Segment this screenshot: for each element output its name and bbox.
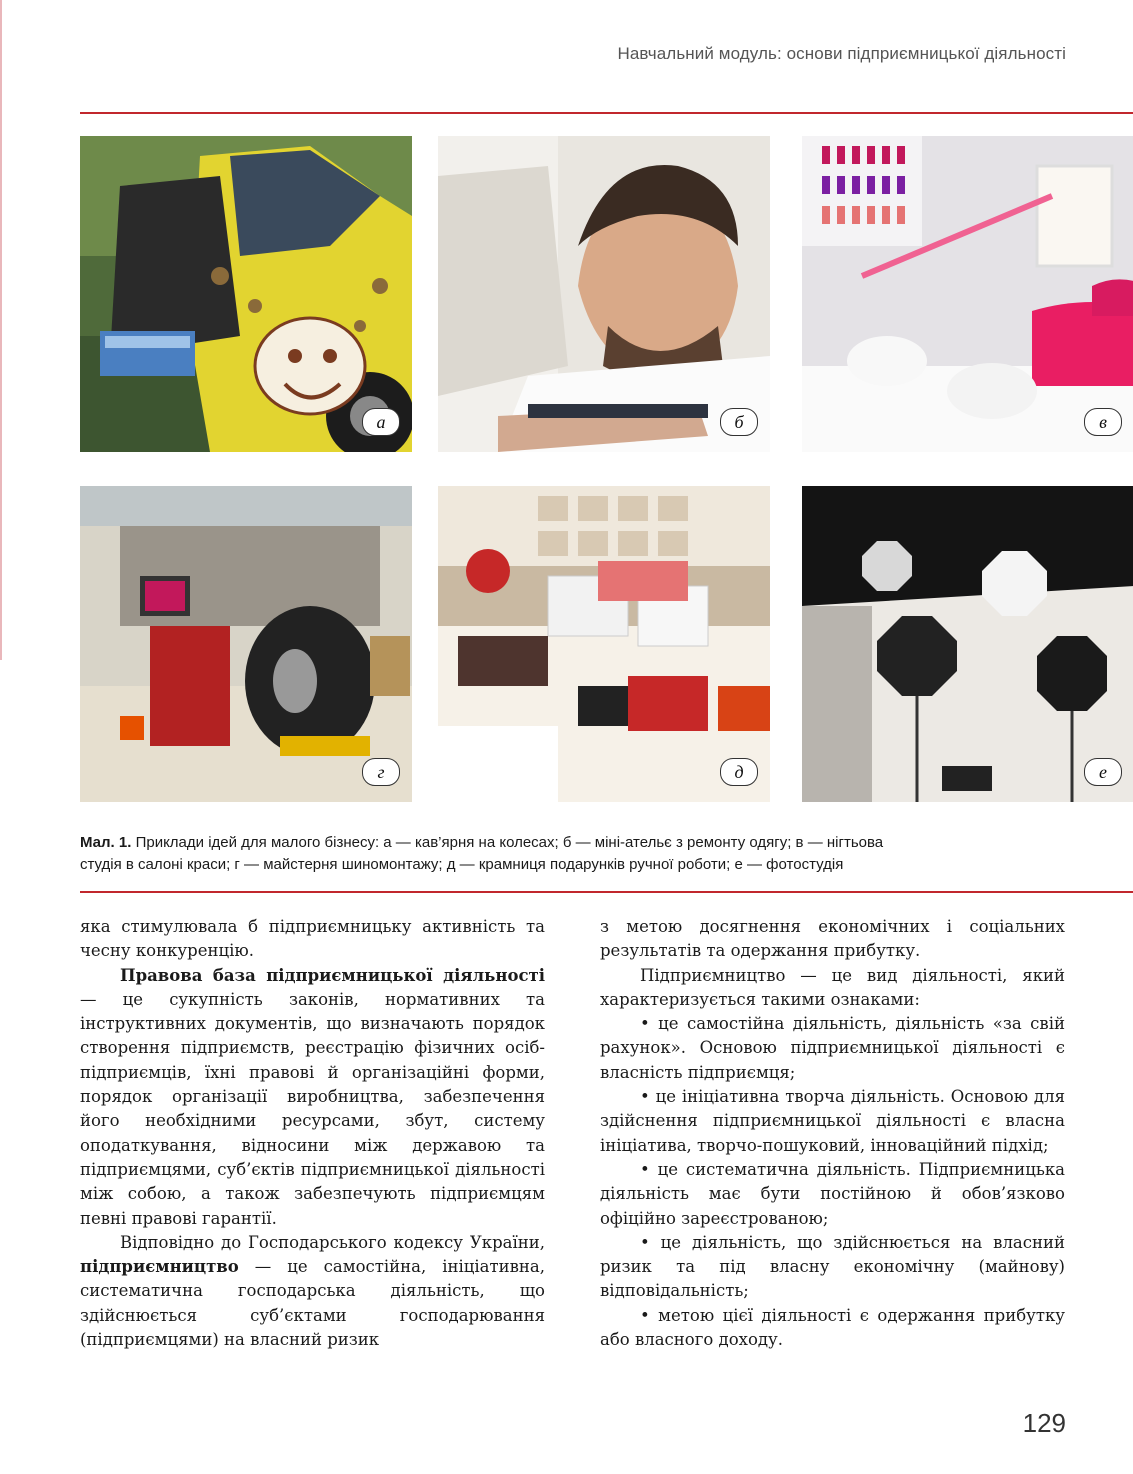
- paragraph-legal-base: [80, 964, 545, 1231]
- photo-gift-shop: [438, 486, 770, 802]
- photo-nail-studio: [802, 136, 1133, 452]
- definition-text: — це самостійна, ініціативна, систематична господарська діяльність, що здійснюється суб’єктами господарювання (підприємцями) на власний ризик: [80, 1257, 545, 1350]
- photo-tire-workshop: [80, 486, 412, 802]
- feature-item: • це самостійна діяльність, діяльність «за свій рахунок». Основою підприємницької діяльності є власність підприємця;: [600, 1014, 1065, 1082]
- photo-label-v: в: [1084, 408, 1122, 436]
- feature-item: • це ініціативна творча діяльність. Основою для здійснення підприємницької діяльності є власна ініціатива, творчо-пошуковий, інноваційний підхід;: [600, 1087, 1065, 1155]
- gift-shop-illustration: [438, 486, 770, 802]
- feature-item: • метою цієї діяльності є одержання прибутку або власного доходу.: [600, 1305, 1065, 1350]
- legal-base-definition: — це сукупність законів, нормативних та інструктивних документів, що визначають порядок створення підприємств, реєстрацію фізичних осіб-підприємців, їхні правові й організаційні форми, порядок організації виробництва, забезпечення його необхідними ресурсами, збут, систему оподаткування, відносини між державою та підприємцями, суб’єктів підприємницької діяльності між собою, а також забезпечують підприємцям певні правові гарантії.: [80, 989, 545, 1228]
- term-legal-base: Правова база підприємницької діяльності: [120, 965, 545, 985]
- page-edge-mark: [0, 0, 2, 660]
- photo-label-a: а: [362, 408, 400, 436]
- caption-line-1: [80, 832, 1040, 854]
- paragraph-entrepreneurship-definition: [80, 1231, 545, 1352]
- photo-tailor: [438, 136, 770, 452]
- feature-item: • це систематична діяльність. Підприємницька діяльність має бути постійною й обов’язково офіційно зареєстрованою;: [600, 1159, 1065, 1228]
- paragraph-features-intro: Підприємництво — це вид діяльності, який характеризується такими ознаками:: [600, 965, 1065, 1009]
- term-entrepreneurship: підприємництво: [80, 1257, 239, 1277]
- photo-coffee-car: [80, 136, 412, 452]
- caption-line-2: студія в салоні краси; г — майстерня шиномонтажу; д — крамниця подарунків ручної роботи; е — фотостудія: [80, 856, 844, 873]
- paragraph-continuation: яка стимулювала б підприємницьку активність та чесну конкуренцію.: [80, 917, 545, 961]
- photo-studio-illustration: [802, 486, 1133, 802]
- caption-text-1: Приклади ідей для малого бізнесу: а — кав’ярня на колесах; б — міні-ательє з ремонту одягу; в — нігтьова: [131, 834, 884, 851]
- definition-intro: Відповідно до Господарського кодексу України,: [120, 1232, 545, 1252]
- figure-caption: [80, 832, 1040, 876]
- nail-studio-illustration: [802, 136, 1133, 452]
- photo-label-b: б: [720, 408, 758, 436]
- header-divider: [80, 112, 1133, 114]
- caption-divider: [80, 891, 1133, 893]
- paragraph-continuation-right: з метою досягнення економічних і соціальних результатів та одержання прибутку.: [600, 917, 1065, 961]
- photo-label-e: е: [1084, 758, 1122, 786]
- page-number: 129: [1022, 1408, 1066, 1438]
- photo-label-g: г: [362, 758, 400, 786]
- tailor-illustration: [438, 136, 770, 452]
- photo-photo-studio: [802, 486, 1133, 802]
- running-header: Навчальний модуль: основи підприємницької діяльності: [617, 44, 1066, 63]
- text-column-right: [600, 915, 1065, 1352]
- feature-item: • це діяльність, що здійснюється на власний ризик та під власну економічну (майнову) відповідальність;: [600, 1232, 1065, 1301]
- photo-label-d: д: [720, 758, 758, 786]
- tire-workshop-illustration: [80, 486, 412, 802]
- text-column-left: [80, 915, 545, 1352]
- caption-label: Мал. 1.: [80, 834, 132, 851]
- coffee-car-illustration: [80, 136, 412, 452]
